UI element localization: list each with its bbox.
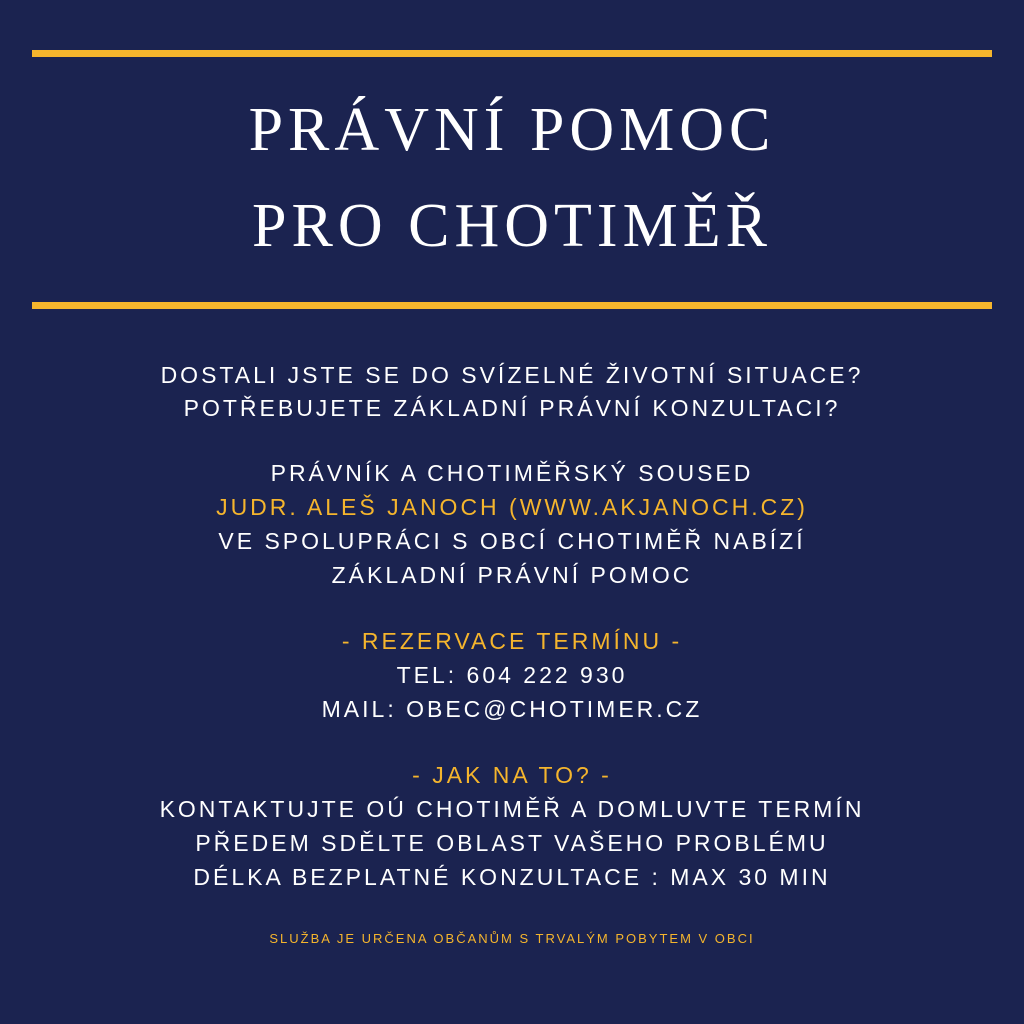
title-line-1: PRÁVNÍ POMOC xyxy=(248,96,776,164)
top-divider xyxy=(32,50,992,57)
offer-line-1: PRÁVNÍK A CHOTIMĚŘSKÝ SOUSED xyxy=(270,460,754,486)
eligibility-note: SLUŽBA JE URČENA OBČANŮM S TRVALÝM POBYTEM V OBCI xyxy=(269,931,755,946)
poster-title xyxy=(0,82,1024,274)
phone-number: TEL: 604 222 930 xyxy=(396,662,628,688)
howto-step-2: PŘEDEM SDĚLTE OBLAST VAŠEHO PROBLÉMU xyxy=(195,830,829,856)
intro-question-2: POTŘEBUJETE ZÁKLADNÍ PRÁVNÍ KONZULTACI? xyxy=(183,395,841,421)
intro-question-1: DOSTALI JSTE SE DO SVÍZELNÉ ŽIVOTNÍ SITUACE? xyxy=(160,362,864,388)
title-line-2: PRO CHOTIMĚŘ xyxy=(252,192,772,260)
lawyer-name: JUDR. ALEŠ JANOCH (WWW.AKJANOCH.CZ) xyxy=(216,494,808,520)
howto-heading: - JAK NA TO? - xyxy=(412,762,612,788)
email-address: MAIL: OBEC@CHOTIMER.CZ xyxy=(321,696,703,722)
howto-step-1: KONTAKTUJTE OÚ CHOTIMĚŘ A DOMLUVTE TERMÍN xyxy=(159,796,865,822)
offer-line-3: VE SPOLUPRÁCI S OBCÍ CHOTIMĚŘ NABÍZÍ xyxy=(218,528,806,554)
howto-step-3: DÉLKA BEZPLATNÉ KONZULTACE : MAX 30 MIN xyxy=(193,864,831,890)
bottom-divider xyxy=(32,302,992,309)
reservation-heading: - REZERVACE TERMÍNU - xyxy=(341,628,683,654)
offer-line-4: ZÁKLADNÍ PRÁVNÍ POMOC xyxy=(331,562,693,588)
